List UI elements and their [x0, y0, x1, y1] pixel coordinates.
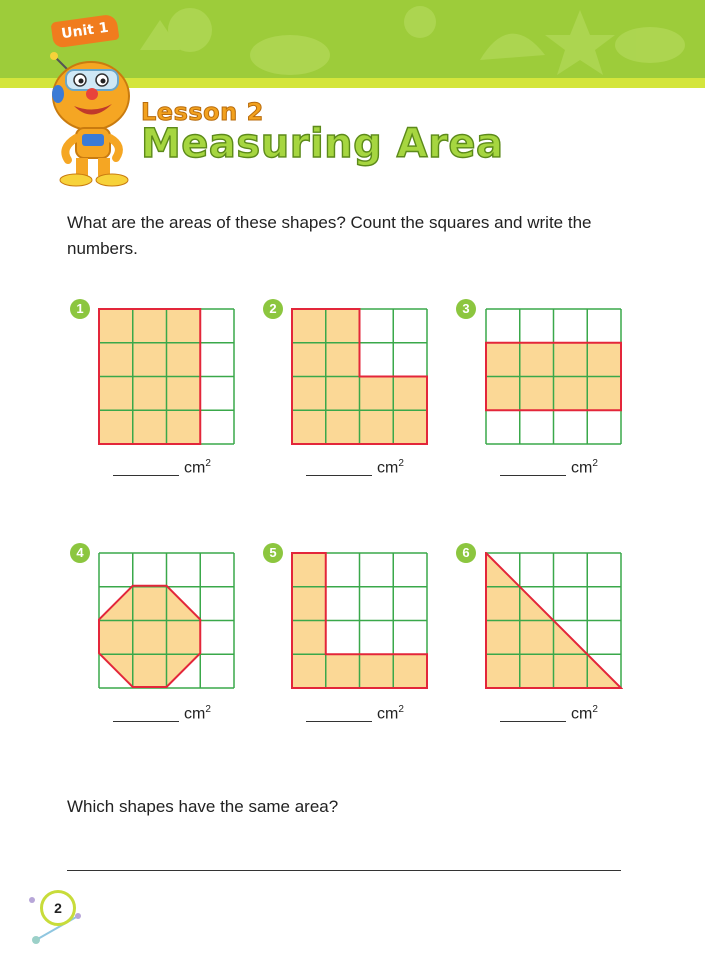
- instruction-text: What are the areas of these shapes? Count the squares and write the numbers.: [67, 213, 592, 258]
- answer-field-1[interactable]: [113, 458, 233, 480]
- unit-label: $cm^2$: [377, 458, 404, 477]
- unit-label: $cm^2$: [184, 458, 211, 477]
- problem-number-badge: 5: [263, 543, 283, 563]
- answer-field-2[interactable]: [306, 458, 426, 480]
- problem-number-badge: 3: [456, 299, 476, 319]
- problem-number-badge: 4: [70, 543, 90, 563]
- unit-label: $cm^2$: [571, 458, 598, 477]
- grid-shape-3: [485, 308, 623, 446]
- unit-tab: Unit 1: [51, 14, 120, 49]
- unit-label: $cm^2$: [571, 704, 598, 723]
- grid-shape-2: [291, 308, 429, 446]
- answer-line[interactable]: [67, 870, 621, 871]
- answer-field-3[interactable]: [500, 458, 620, 480]
- grid-shape-5: [291, 552, 429, 690]
- problem-number-badge: 6: [456, 543, 476, 563]
- mascot-robot-icon: [46, 48, 146, 188]
- answer-blank[interactable]: [500, 721, 566, 722]
- grid-shape-1: [98, 308, 236, 446]
- problem-number-badge: 2: [263, 299, 283, 319]
- unit-label: $cm^2$: [184, 704, 211, 723]
- question-text: Which shapes have the same area?: [67, 797, 339, 816]
- grid-shape-4: [98, 552, 236, 690]
- answer-field-5[interactable]: [306, 704, 426, 726]
- answer-blank[interactable]: [306, 721, 372, 722]
- answer-field-6[interactable]: [500, 704, 620, 726]
- answer-field-4[interactable]: [113, 704, 233, 726]
- unit-label: $cm^2$: [377, 704, 404, 723]
- answer-blank[interactable]: [500, 475, 566, 476]
- grid-shape-6: [485, 552, 623, 690]
- page-number: 2: [40, 890, 76, 926]
- answer-blank[interactable]: [306, 475, 372, 476]
- answer-blank[interactable]: [113, 721, 179, 722]
- answer-blank[interactable]: [113, 475, 179, 476]
- problem-number-badge: 1: [70, 299, 90, 319]
- lesson-label: Lesson 2: [141, 98, 264, 126]
- lesson-title: Measuring Area: [141, 121, 504, 167]
